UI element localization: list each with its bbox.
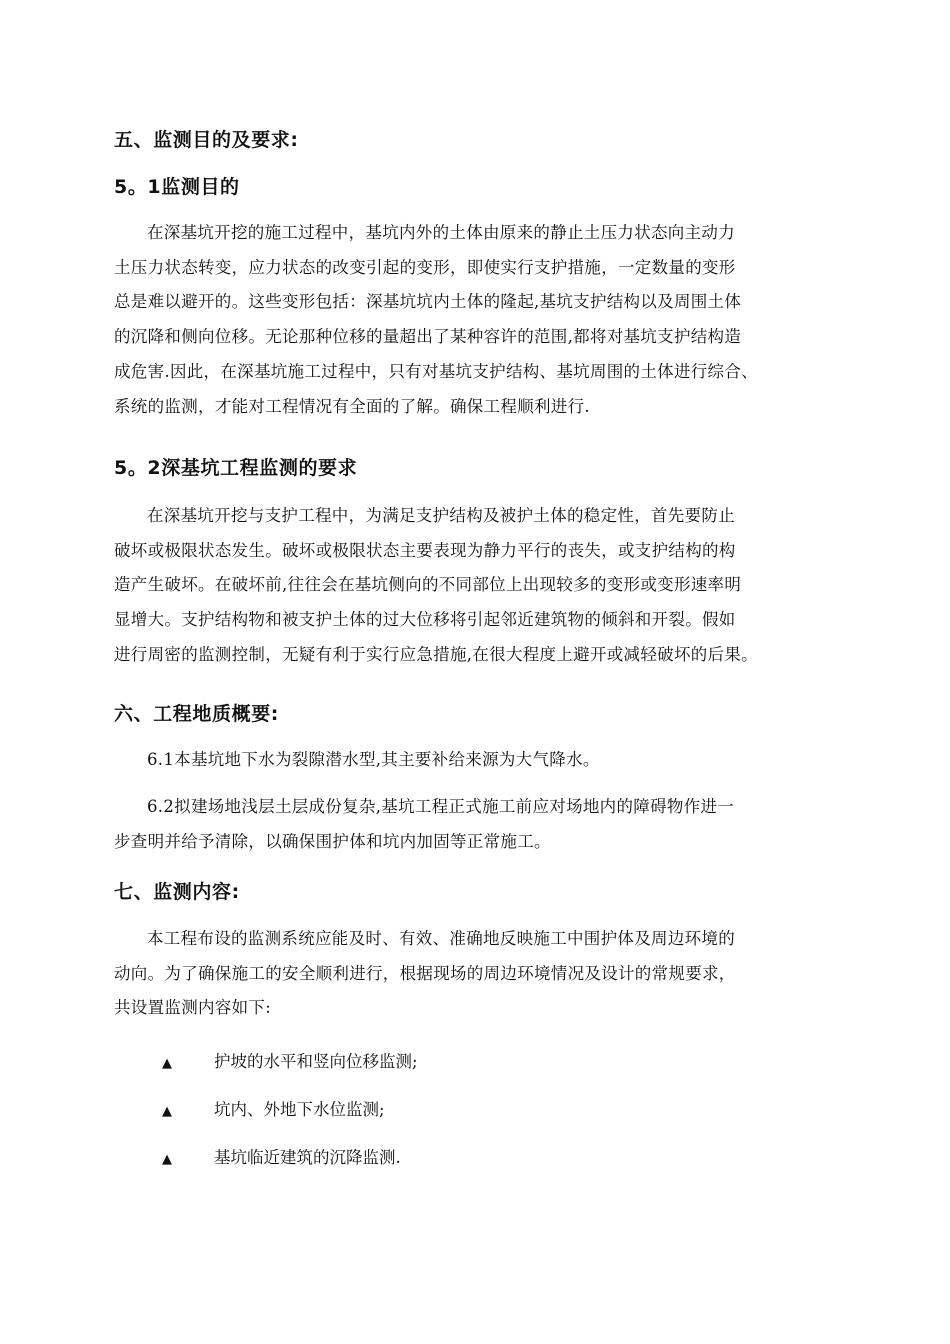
paragraph-line: 进行周密的监测控制，无疑有利于实行应急措施,在很大程度上避开或减轻破坏的后果。 xyxy=(114,644,758,664)
paragraph-line: 成危害.因此，在深基坑施工过程中，只有对基坑支护结构、基坑周围的土体进行综合、 xyxy=(114,361,758,381)
list-item-text: 基坑临近建筑的沉降监测. xyxy=(214,1148,401,1167)
paragraph-line: 造产生破坏。在破坏前,往往会在基坑侧向的不同部位上出现较多的变形或变形速率明 xyxy=(114,575,742,595)
paragraph-line: 土压力状态转变，应力状态的改变引起的变形，即使实行支护措施，一定数量的变形 xyxy=(114,257,736,277)
triangle-bullet-icon: ▲ xyxy=(162,1152,172,1167)
paragraph-line: 总是难以避开的。这些变形包括：深基坑坑内土体的隆起,基坑支护结构以及周围土体 xyxy=(114,292,742,312)
triangle-bullet-icon: ▲ xyxy=(162,1104,172,1119)
list-item-text: 坑内、外地下水位监测; xyxy=(214,1100,385,1119)
paragraph-line: 系统的监测，才能对工程情况有全面的了解。确保工程顺利进行. xyxy=(114,396,590,416)
section-6-item-1 xyxy=(114,743,844,778)
section-5-1-heading: 5。1监测目的 xyxy=(114,176,240,198)
paragraph-line: 显增大。支护结构物和被支护土体的过大位移将引起邻近建筑物的倾斜和开裂。假如 xyxy=(114,610,736,630)
list-item xyxy=(162,1050,418,1076)
triangle-bullet-icon: ▲ xyxy=(162,1056,172,1071)
section-5-2-paragraph xyxy=(114,499,844,673)
section-7-heading: 七、监测内容: xyxy=(114,881,240,903)
list-item xyxy=(162,1146,401,1172)
paragraph-line: 在深基坑开挖与支护工程中，为满足支护结构及被护土体的稳定性，首先要防止 xyxy=(147,506,735,525)
section-5-2-heading: 5。2深基坑工程监测的要求 xyxy=(114,457,358,479)
paragraph-line: 共设置监测内容如下: xyxy=(114,998,272,1018)
paragraph-line: 6.2拟建场地浅层土层成份复杂,基坑工程正式施工前应对场地内的障碍物作进一 xyxy=(147,797,735,816)
section-6-item-2 xyxy=(114,790,844,859)
section-6-heading: 六、工程地质概要: xyxy=(114,703,279,725)
paragraph-line: 破坏或极限状态发生。破坏或极限状态主要表现为静力平行的丧失，或支护结构的构 xyxy=(114,540,736,560)
paragraph-line: 6.1本基坑地下水为裂隙潜水型,其主要补给来源为大气降水。 xyxy=(147,750,600,769)
list-item xyxy=(162,1098,385,1124)
list-item-text: 护坡的水平和竖向位移监测; xyxy=(214,1052,418,1071)
paragraph-line: 在深基坑开挖的施工过程中，基坑内外的土体由原来的静止土压力状态向主动力 xyxy=(147,223,735,242)
section-5-heading: 五、监测目的及要求: xyxy=(114,129,299,151)
paragraph-line: 本工程布设的监测系统应能及时、有效、准确地反映施工中围护体及周边环境的 xyxy=(147,929,735,948)
paragraph-line: 的沉降和侧向位移。无论那种位移的量超出了某种容许的范围,都将对基坑支护结构造 xyxy=(114,327,742,347)
paragraph-line: 动向。为了确保施工的安全顺利进行，根据现场的周边环境情况及设计的常规要求， xyxy=(114,963,736,983)
paragraph-line: 步查明并给予清除，以确保围护体和坑内加固等正常施工。 xyxy=(114,831,551,851)
section-7-paragraph xyxy=(114,922,844,1026)
section-5-1-paragraph xyxy=(114,216,844,424)
